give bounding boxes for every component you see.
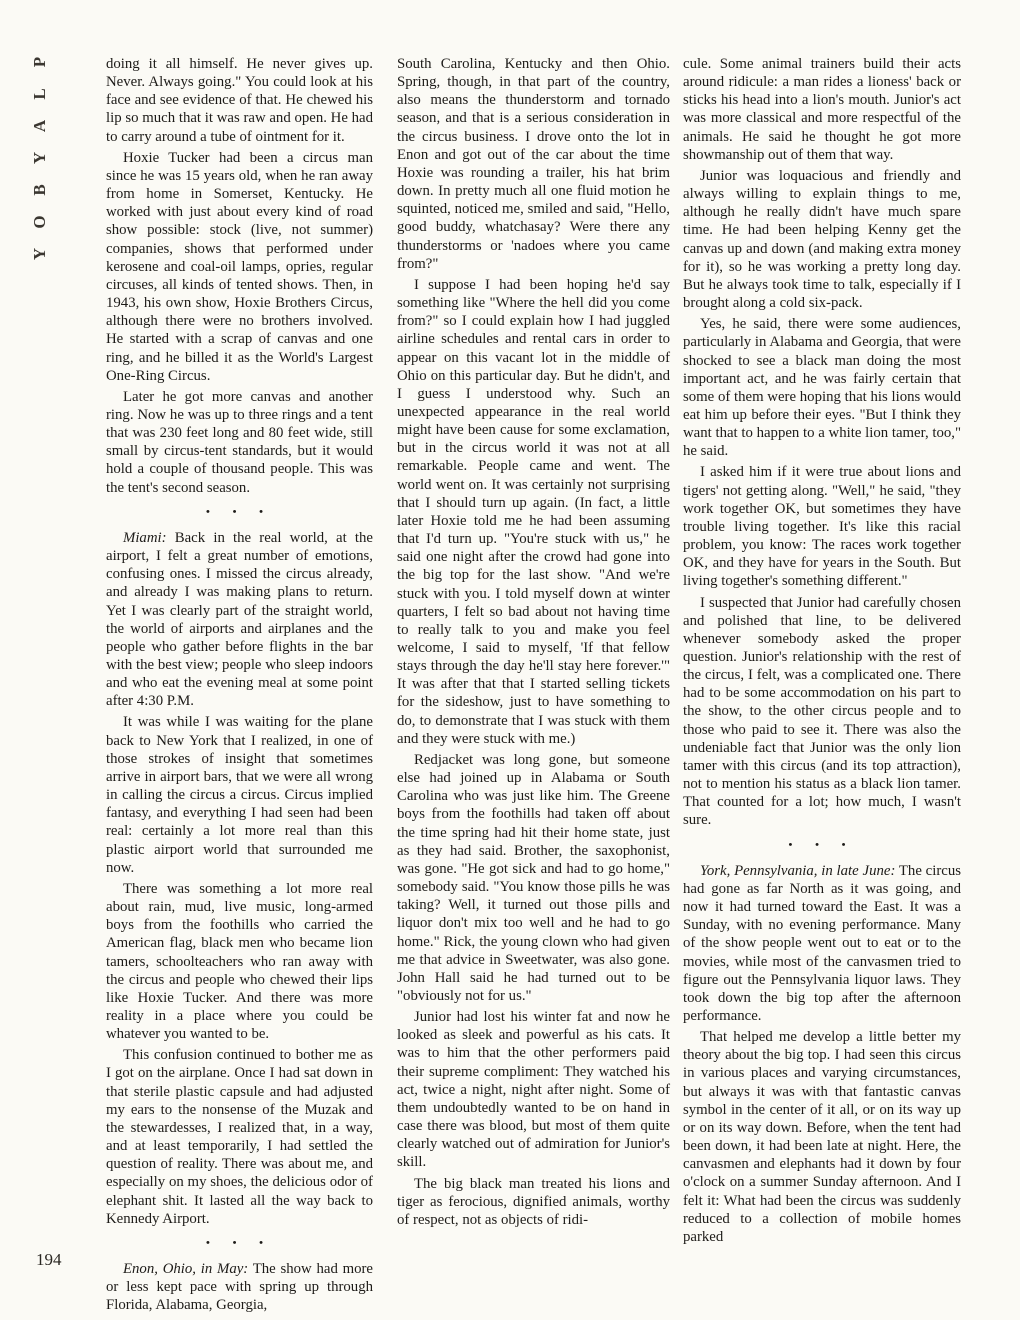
running-head-letter: B: [30, 184, 49, 196]
paragraph: That helped me develop a little better my theory about the big top. I had seen this circus in various places and varying circumstances, but always it was with that fantastic canvas symbol in the center of it all, or on its way up or on its way down. Before, when the tent had been down, it had been late at night. Here, the canvasmen and elephants had it down by four o'clock on a summer Sunday afternoon. And I felt it: What had been the circus was suddenly reduced to a collection of mobile homes parked: [683, 1029, 961, 1245]
paragraph: [106, 1260, 373, 1314]
dateline: Miami:: [123, 529, 167, 546]
paragraph: Yes, he said, there were some audiences, particularly in Alabama and Georgia, that were shocked to see a black man doing the most important act, and he was fairly certain that some of them were hoping that his lions would eat him up before their eyes. "But I think they want that to happen to a white lion tamer, too," he said.: [683, 316, 961, 460]
running-head-letter: Y: [30, 151, 49, 165]
running-head-letter: O: [30, 215, 49, 229]
text-column-2: [397, 55, 670, 1232]
section-break: • • •: [205, 505, 274, 518]
text-column-3: [683, 55, 961, 1249]
paragraph: Hoxie Tucker had been a circus man since he was 15 years old, when he ran away from home in Somerset, Kentucky. He worked with just about every kind of road show possible: stock (live, not summer) companies, shows that performed under kerosene and coal-oil lamps, opries, regular circuses, all kinds of tented shows. Then, in 1943, his own show, Hoxie Brothers Circus, although there were no brothers involved. He started with a scrap of canvas and one ring, and he billed it as the World's Largest One-Ring Circus.: [106, 149, 373, 384]
paragraph: South Carolina, Kentucky and then Ohio. Spring, though, in that part of the country, also means the thunderstorm and tornado season, and that is a serious consideration in the circus business. I drove onto the lot in Enon and got out of the car about the time Hoxie was rounding a trailer, his hat brim down. In pretty much all one fluid motion he squinted, noticed me, smiled and said, "Hello, good buddy, whatchasay? Were there any thunderstorms or 'nadoes where you came from?": [397, 56, 670, 272]
section-break: • • •: [205, 1236, 274, 1249]
dateline: Enon, Ohio, in May:: [123, 1261, 249, 1277]
paragraph-text: The show had more or less kept pace with spring up through Florida, Alabama, Georgia,: [106, 1261, 374, 1314]
paragraph-text: The circus had gone as far North as it was going, and now it had turned toward the East. It was a Sunday, with no evening performance. Many of the show people went out to eat or to the movies, while most of the canvasmen tried to figure out the Pennsylvania liquor laws. They took down the big top after the afternoon performance.: [683, 862, 961, 1024]
paragraph: It was while I was waiting for the plane back to New York that I realized, in one of those strokes of insight that sometimes arrive in airport bars, that we were all wrong in calling the circus a circus. Circus implied fantasy, and everything I had seen had been real: certainly a lot more real than this plastic airport world that surrounded me now.: [106, 714, 373, 876]
paragraph: This confusion continued to bother me as I got on the airplane. Once I had sat down in that sterile plastic capsule and had adjusted my ears to the nonsense of the Muzak and the stewardesses, I realized that, in a way, and at least temporarily, I had settled the question of reality. There was about me, and especially on my shoes, the delicious odor of elephant shit. It lasted all the way back to Kennedy Airport.: [106, 1047, 373, 1227]
paragraph: [106, 529, 373, 711]
page-number: 194: [36, 1250, 62, 1269]
paragraph: There was something a lot more real about rain, mud, live music, long-armed boys from the foothills who carried the American flag, black men who became lion tamers, schoolteachers who ran away with the circus and people who chewed their lips like Hoxie Tucker. And there was more reality in a place where you could be whatever you wanted to be.: [106, 880, 373, 1043]
running-head-letter: Y: [30, 247, 49, 261]
paragraph: I suppose I had been hoping he'd say something like "Where the hell did you come from?" so I could explain how I had juggled airline schedules and rental cars in order to appear on this vacant lot in the middle of Ohio on this particular day. But he didn't, and I guess I understood why. Such an unexpected appearance in the real world might have been cause for some exclamation, but in the circus world it was not at all remarkable. People came and went. The world went on. It was certainly not surprising that I should turn up again. (In fact, a little later Hoxie told me he had been assuming that I'd turn up. "You're stuck with us," he said one night after the crowd had gone into the big top for the last show. "And we're stuck with you. I told myself down at winter quarters, I felt so bad about not having time to really talk to you and make you feel welcome, I said to myself, 'If that fellow stays through the day he'll stay here forever.'" It was after that that I started selling tickets for the sideshow, just to have something to do, to demonstrate that I was stuck with them and they were stuck with me.): [397, 276, 670, 747]
paragraph: I asked him if it were true about lions and tigers' not getting along. "Well," he said, "they work together OK, but sometimes they have trouble living together. It's like this racial problem, you know: The races work together OK, and they have for years in the South. But living together's something different.": [683, 464, 961, 590]
paragraph: cule. Some animal trainers build their acts around ridicule: a man rides a lioness' back or sticks his head into a lion's mouth. Junior's act was more classical and more respectful of the animals. He said he thought he got more showmanship out of them that way.: [683, 56, 961, 163]
running-head-letter: P: [30, 56, 49, 68]
running-head-letter: A: [30, 119, 49, 133]
paragraph: Junior was loquacious and friendly and always willing to explain things to me, although he really didn't have much spare time. He had been helping Kenny get the canvas up and down (and making extra money for it), so he was working a pretty long day. But he always took time to talk, especially if I brought along a cold six-pack.: [683, 167, 961, 312]
text-column-1: [106, 55, 373, 1317]
paragraph: I suspected that Junior had carefully chosen and polished that line, to be delivered whenever somebody asked the proper question. Junior's relationship with the rest of the circus, I felt, was a complicated one. There had to be some accommodation on his part to the show, to the other circus people and to those who paid to see it. There was also the undeniable fact that Junior was the only lion tamer with this circus (and its top attraction), not to mention his status as a black lion tamer. That counted for a lot; how much, I wasn't sure.: [683, 594, 961, 829]
paragraph: Later he got more canvas and another ring. Now he was up to three rings and a tent that was 230 feet long and 80 feet wide, still small by circus-tent standards, but it would hold a couple of thousand people. This was the tent's second season.: [106, 388, 373, 496]
dateline: York, Pennsylvania, in late June:: [700, 862, 896, 879]
running-head-letter: L: [30, 88, 49, 100]
paragraph: Redjacket was long gone, but someone else had joined up in Alabama or South Carolina who was just like him. The Greene boys from the foothills had taken off about the time spring had hit their home state, just as they had said. Brother, the saxophonist, was gone. "He got sick and had to go home," somebody said. "You know those pills he was taking? Well, it turned out those pills and liquor don't mix too well and he had to go home." Rick, the young clown who had given me that advice in Sweetwater, was also gone. John Hall said he had turned out to be "obviously not for us.": [397, 751, 670, 1004]
paragraph: [683, 862, 961, 1025]
paragraph: doing it all himself. He never gives up. Never. Always going." You could look at his face and see evidence of that. He chewed his lip so much that it was raw and open. He had to carry around a tube of ointment for it.: [106, 56, 373, 145]
paragraph-text: Back in the real world, at the airport, I felt a great number of emotions, confusing ones. I missed the circus already, and already I was making plans to return. Yet I was clearly part of the straight world, the world of airports and airplanes and the people who gather before flights in the bar with the best view; people who sleep indoors and who eat the evening meal at some point after 4:30 P.M.: [106, 529, 373, 710]
paragraph: The big black man treated his lions and tiger as ferocious, dignified animals, worthy of respect, not as objects of ridi-: [397, 1175, 670, 1228]
section-break: • • •: [788, 838, 856, 851]
running-head: [30, 46, 66, 326]
paragraph: Junior had lost his winter fat and now he looked as sleek and powerful as his cats. It was to him that the other performers paid their supreme compliment: They watched his act, twice a night, night after night. Some of them undoubtedly wanted to be on hand in case there was blood, but most of them quite clearly watched out of admiration for Junior's skill.: [397, 1009, 670, 1171]
